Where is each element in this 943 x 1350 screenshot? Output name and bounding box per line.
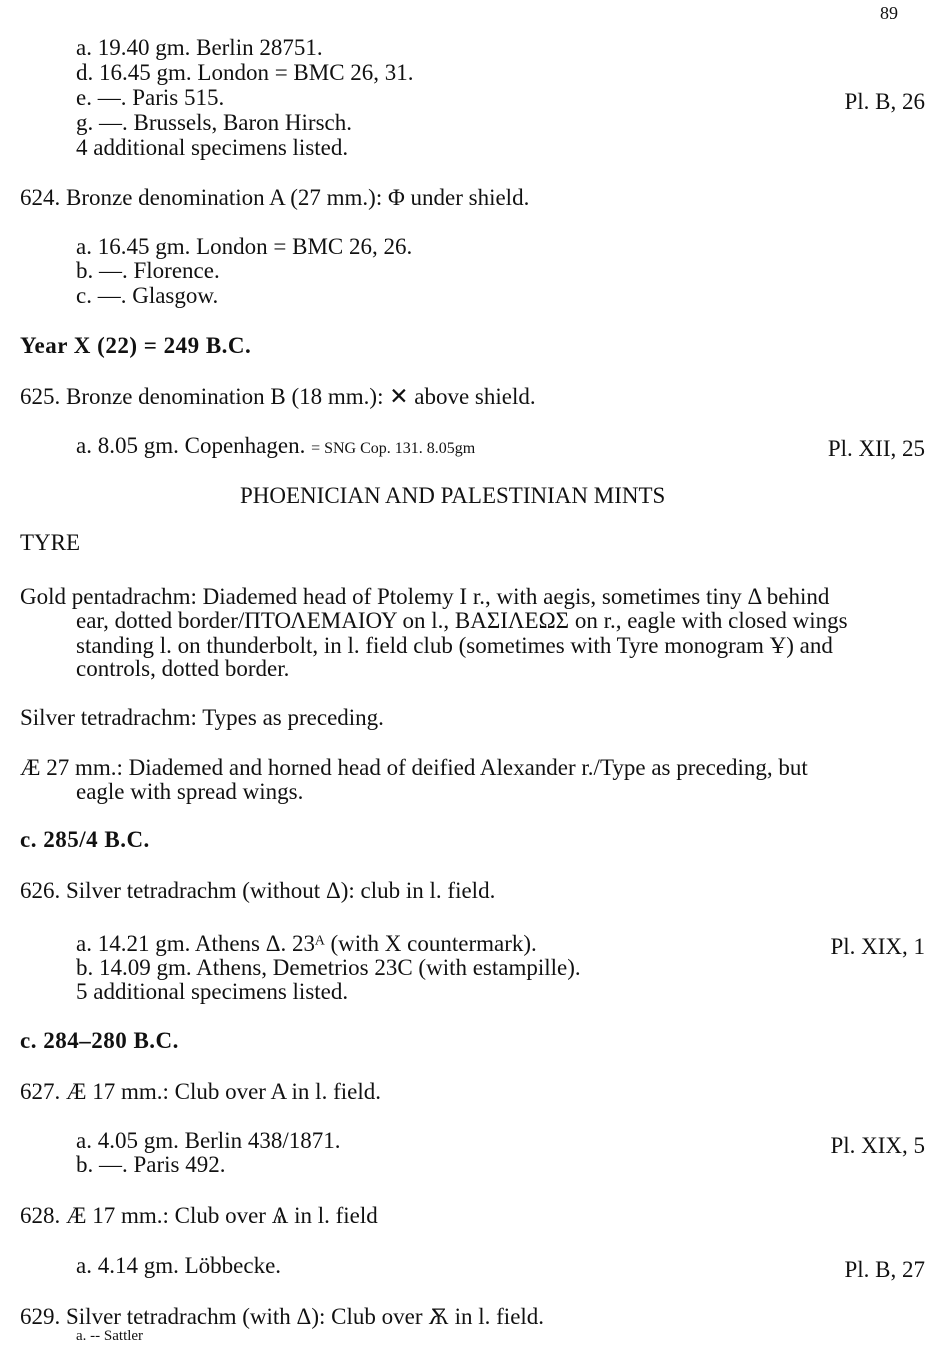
- plate-reference: Pl. XII, 25: [827, 436, 925, 461]
- description-line: eagle with spread wings.: [76, 779, 304, 804]
- specimen-line: g. —. Brussels, Baron Hirsch.: [76, 110, 352, 135]
- specimen-line: a. 16.45 gm. London = BMC 26, 26.: [76, 234, 413, 259]
- plate-reference: Pl. XIX, 5: [830, 1133, 925, 1158]
- specimen-line: b. 14.09 gm. Athens, Demetrios 23C (with estampille).: [76, 955, 581, 980]
- description-line: ear, dotted border/ΠΤΟΛΕΜΑΙΟΥ on l., ΒΑΣΙΛΕΩΣ on r., eagle with closed wings: [76, 608, 848, 633]
- specimen-line: c. —. Glasgow.: [76, 283, 219, 308]
- specimen-line: a. 14.21 gm. Athens Δ. 23ᴬ (with X countermark).: [76, 931, 537, 956]
- specimen-line: [76, 433, 475, 462]
- specimen-note: 4 additional specimens listed.: [76, 135, 349, 160]
- catalog-entry-629: 629. Silver tetradrachm (with Δ): Club over Ѫ in l. field.: [20, 1304, 545, 1329]
- catalog-entry-628: 628. Æ 17 mm.: Club over Ѧ in l. field: [20, 1203, 378, 1228]
- catalog-entry-625: 625. Bronze denomination B (18 mm.): ✕ above shield.: [20, 384, 536, 409]
- mint-heading: TYRE: [20, 530, 81, 555]
- specimen-line: b. —. Paris 492.: [76, 1152, 226, 1177]
- specimen-line: a. 19.40 gm. Berlin 28751.: [76, 35, 323, 60]
- catalog-entry-627: 627. Æ 17 mm.: Club over A in l. field.: [20, 1079, 381, 1104]
- plate-reference: Pl. XIX, 1: [830, 934, 925, 959]
- specimen-note: 5 additional specimens listed.: [76, 979, 349, 1004]
- specimen-line: b. —. Florence.: [76, 258, 220, 283]
- date-heading: c. 285/4 B.C.: [20, 827, 150, 852]
- specimen-line: d. 16.45 gm. London = BMC 26, 31.: [76, 60, 414, 85]
- description-line: Gold pentadrachm: Diademed head of Ptolemy I r., with aegis, sometimes tiny Δ behind: [20, 584, 830, 609]
- description-line: standing l. on thunderbolt, in l. field club (sometimes with Tyre monogram Ұ) and: [76, 633, 833, 658]
- specimen-line: a. 4.14 gm. Löbbecke.: [76, 1253, 282, 1278]
- specimen-line: a. 4.05 gm. Berlin 438/1871.: [76, 1128, 341, 1153]
- description-line: Æ 27 mm.: Diademed and horned head of deified Alexander r./Type as preceding, but: [20, 755, 808, 780]
- catalog-entry-624: 624. Bronze denomination A (27 mm.): Φ under shield.: [20, 185, 530, 210]
- description-line: Silver tetradrachm: Types as preceding.: [20, 705, 384, 730]
- specimen-text: a. 8.05 gm. Copenhagen.: [76, 433, 306, 458]
- specimen-line: e. —. Paris 515.: [76, 85, 225, 110]
- section-title: PHOENICIAN AND PALESTINIAN MINTS: [240, 483, 666, 508]
- catalog-entry-626: 626. Silver tetradrachm (without Δ): club in l. field.: [20, 878, 496, 903]
- handwritten-note: a. -- Sattler: [76, 1328, 144, 1344]
- description-line: controls, dotted border.: [76, 656, 290, 681]
- plate-reference: Pl. B, 26: [844, 89, 925, 114]
- year-heading: Year X (22) = 249 B.C.: [20, 333, 252, 358]
- handwritten-note: = SNG Cop. 131. 8.05gm: [311, 440, 476, 457]
- page-number: 89: [880, 3, 898, 23]
- date-heading: c. 284–280 B.C.: [20, 1028, 179, 1053]
- plate-reference: Pl. B, 27: [844, 1257, 925, 1282]
